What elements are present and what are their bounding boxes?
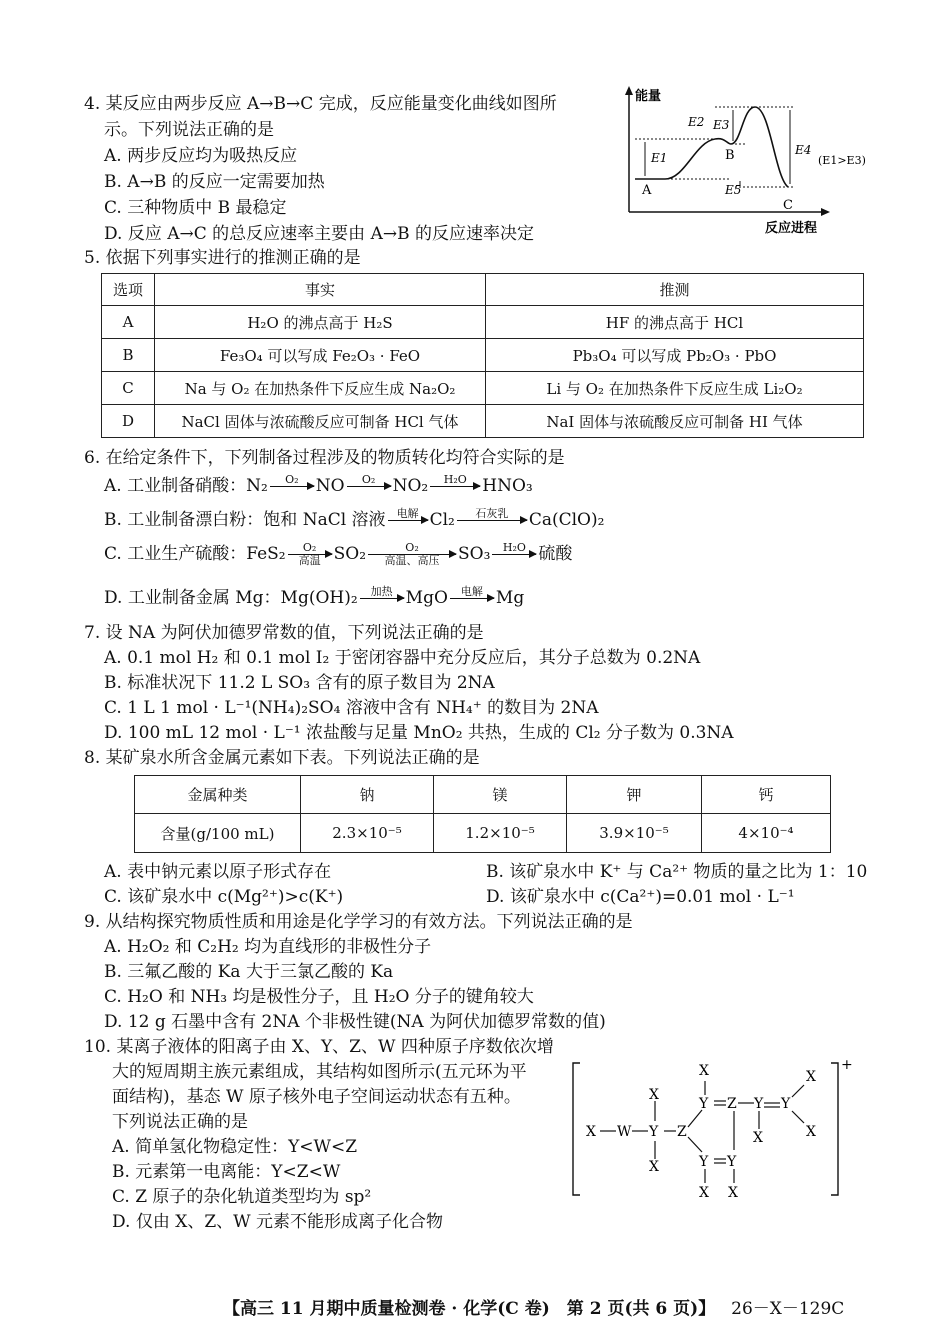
q5-cell: A (102, 306, 155, 339)
formula: Mg(OH)₂ (280, 588, 358, 608)
q5-cell: D (102, 405, 155, 438)
q4-option-c: C. 三种物质中 B 最稳定 (104, 198, 287, 218)
formula: Mg (495, 588, 525, 608)
atom-x: X (699, 1185, 709, 1201)
q10-option-c: C. Z 原子的杂化轨道类型均为 sp² (112, 1187, 372, 1207)
label-e5: E5 (725, 183, 742, 197)
atom-x: X (649, 1159, 659, 1175)
charge-sign: + (841, 1057, 853, 1073)
footer-code: 26－X－129C (731, 1299, 845, 1319)
q5-cell: Pb₃O₄ 可以写成 Pb₂O₃ · PbO (486, 339, 864, 372)
y-axis-label: 能量 (635, 89, 662, 104)
q5-cell: NaI 固体与浓硫酸反应可制备 HI 气体 (486, 405, 864, 438)
cation-structure (568, 1055, 858, 1205)
label-e4: E4 (795, 143, 812, 157)
q10-option-b: B. 元素第一电离能：Y<Z<W (112, 1162, 341, 1182)
q8-cell: 1.2×10⁻⁵ (434, 814, 567, 853)
arrow-condition: H₂O (443, 473, 467, 486)
atom-x: X (586, 1124, 596, 1140)
q7-stem: 7. 设 NA 为阿伏加德罗常数的值，下列说法正确的是 (84, 623, 484, 643)
label-e1: E1 (651, 151, 668, 165)
q5-cell: Na 与 O₂ 在加热条件下反应生成 Na₂O₂ (155, 372, 486, 405)
arrow-condition: 加热 (370, 585, 393, 598)
arrow-condition: O₂ (285, 473, 299, 486)
formula: NO₂ (392, 476, 429, 496)
atom-x: X (806, 1069, 816, 1085)
arrow-condition: 电解 (460, 585, 483, 598)
arrow-condition: 电解 (396, 507, 419, 520)
q9-stem: 9. 从结构探究物质性质和用途是化学学习的有效方法。下列说法正确的是 (84, 912, 633, 932)
q7-option-c: C. 1 L 1 mol · L⁻¹(NH₄)₂SO₄ 溶液中含有 NH₄⁺ 的数目为 2NA (104, 698, 599, 718)
q5-cell: Fe₃O₄ 可以写成 Fe₂O₃ · FeO (155, 339, 486, 372)
q6-option-c (104, 542, 572, 567)
arrow-condition: 高温、高压 (384, 554, 440, 567)
q5-stem: 5. 依据下列事实进行的推测正确的是 (84, 248, 361, 268)
q8-cell: 2.3×10⁻⁵ (301, 814, 434, 853)
q8-header: 钠 (301, 776, 434, 814)
reaction-arrow (347, 474, 391, 499)
atom-y: Y (699, 1096, 709, 1112)
q5-cell: H₂O 的沸点高于 H₂S (155, 306, 486, 339)
atom-x: X (699, 1063, 709, 1079)
reaction-arrow (288, 542, 332, 567)
q4-option-a: A. 两步反应均为吸热反应 (104, 146, 298, 166)
reaction-arrow (450, 586, 494, 611)
formula: MgO (405, 588, 448, 608)
arrow-condition: 高温 (298, 554, 321, 567)
q7-option-a: A. 0.1 mol H₂ 和 0.1 mol I₂ 于密闭容器中充分反应后，其分子总数为 0.2NA (104, 648, 701, 668)
label-b: B (725, 148, 735, 163)
reaction-arrow (368, 542, 456, 567)
q9-option-a: A. H₂O₂ 和 C₂H₂ 均为直线形的非极性分子 (104, 937, 432, 957)
formula: SO₂ (333, 544, 367, 564)
energy-diagram (615, 82, 875, 242)
text: A. 工业制备硝酸： (104, 476, 247, 496)
q8-cell: 3.9×10⁻⁵ (567, 814, 702, 853)
q8-option-c: C. 该矿泉水中 c(Mg²⁺)>c(K⁺) (104, 887, 344, 907)
q5-header: 选项 (102, 274, 155, 306)
reaction-arrow (457, 508, 527, 533)
q5-cell: Li 与 O₂ 在加热条件下反应生成 Li₂O₂ (486, 372, 864, 405)
text: B. 工业制备漂白粉：饱和 NaCl 溶液 (104, 510, 386, 530)
reaction-arrow (430, 474, 480, 499)
atom-x: X (728, 1185, 738, 1201)
q10-stem-line1: 10. 某离子液体的阳离子由 X、Y、Z、W 四种原子序数依次增 (84, 1037, 554, 1057)
label-cond: (E1>E3) (818, 154, 866, 167)
x-axis-label: 反应进程 (765, 221, 818, 236)
formula: HNO₃ (482, 476, 533, 496)
q8-table (134, 775, 831, 853)
q10-option-d: D. 仅由 X、Z、W 元素不能形成离子化合物 (112, 1212, 444, 1232)
arrow-condition: O₂ (405, 541, 419, 554)
atom-w: W (617, 1124, 632, 1140)
arrow-condition: H₂O (502, 541, 526, 554)
q4-option-d: D. 反应 A→C 的总反应速率主要由 A→B 的反应速率决定 (104, 224, 534, 244)
q5-header: 事实 (155, 274, 486, 306)
text: D. 工业制备金属 Mg： (104, 588, 281, 608)
q4-stem-line1: 4. 某反应由两步反应 A→B→C 完成，反应能量变化曲线如图所 (84, 94, 557, 114)
label-e2: E2 (688, 115, 705, 129)
q10-option-a: A. 简单氢化物稳定性：Y<W<Z (112, 1137, 358, 1157)
arrow-condition: 石灰乳 (475, 507, 509, 520)
atom-z: Z (677, 1124, 687, 1140)
atom-x: X (753, 1130, 763, 1146)
q5-header: 推测 (486, 274, 864, 306)
q5-cell: C (102, 372, 155, 405)
formula: N₂ (246, 476, 268, 496)
q8-option-d: D. 该矿泉水中 c(Ca²⁺)=0.01 mol · L⁻¹ (486, 887, 795, 907)
atom-y: Y (781, 1096, 791, 1112)
q8-header: 金属种类 (135, 776, 301, 814)
q6-stem: 6. 在给定条件下，下列制备过程涉及的物质转化均符合实际的是 (84, 448, 565, 468)
q8-option-b: B. 该矿泉水中 K⁺ 与 Ca²⁺ 物质的量之比为 1：10 (486, 862, 868, 882)
q5-cell: B (102, 339, 155, 372)
q8-header: 钙 (702, 776, 831, 814)
reaction-arrow (492, 542, 536, 567)
reaction-arrow (360, 586, 404, 611)
footer-title: 【高三 11 月期中质量检测卷 · 化学(C 卷) 第 2 页(共 6 页)】 (223, 1299, 716, 1319)
arrow-condition: O₂ (302, 541, 317, 554)
q7-option-d: D. 100 mL 12 mol · L⁻¹ 浓盐酸与足量 MnO₂ 共热，生成的 Cl₂ 分子数为 0.3NA (104, 723, 734, 743)
atom-y: Y (727, 1154, 737, 1170)
reaction-arrow (270, 474, 314, 499)
atom-z: Z (727, 1096, 737, 1112)
label-e3: E3 (713, 118, 730, 132)
q10-stem-line2: 大的短周期主族元素组成，其结构如图所示(五元环为平 (112, 1062, 527, 1082)
atom-x: X (806, 1124, 816, 1140)
text: C. 工业生产硫酸： (104, 544, 247, 564)
q8-header: 钾 (567, 776, 702, 814)
formula: NO (315, 476, 345, 496)
q5-cell: NaCl 固体与浓硫酸反应可制备 HCl 气体 (155, 405, 486, 438)
arrow-condition: O₂ (361, 473, 376, 486)
page-footer (223, 1294, 844, 1319)
q6-option-a (104, 474, 533, 499)
q7-option-b: B. 标准状况下 11.2 L SO₃ 含有的原子数目为 2NA (104, 673, 495, 693)
reaction-arrow (388, 508, 428, 533)
label-c: C (783, 198, 793, 213)
q8-stem: 8. 某矿泉水所含金属元素如下表。下列说法正确的是 (84, 748, 480, 768)
atom-x: X (649, 1087, 659, 1103)
formula: 硫酸 (538, 544, 573, 564)
q5-table (101, 273, 864, 438)
q10-stem-line4: 下列说法正确的是 (112, 1112, 248, 1132)
q8-header: 镁 (434, 776, 567, 814)
atom-y: Y (754, 1096, 764, 1112)
q10-stem-line3: 面结构)，基态 W 原子核外电子空间运动状态有五种。 (112, 1087, 521, 1107)
atom-y: Y (699, 1154, 709, 1170)
q6-option-d (104, 586, 524, 611)
q8-cell: 含量(g/100 mL) (135, 814, 301, 853)
atom-y: Y (649, 1124, 659, 1140)
formula: FeS₂ (246, 544, 286, 564)
q5-cell: HF 的沸点高于 HCl (486, 306, 864, 339)
formula: Ca(ClO)₂ (528, 510, 605, 530)
q9-option-d: D. 12 g 石墨中含有 2NA 个非极性键(NA 为阿伏加德罗常数的值) (104, 1012, 606, 1032)
q8-option-a: A. 表中钠元素以原子形式存在 (104, 862, 332, 882)
q6-option-b (104, 508, 604, 533)
formula: Cl₂ (429, 510, 455, 530)
q9-option-c: C. H₂O 和 NH₃ 均是极性分子，且 H₂O 分子的键角较大 (104, 987, 534, 1007)
q4-option-b: B. A→B 的反应一定需要加热 (104, 172, 325, 192)
q4-stem-line2: 示。下列说法正确的是 (104, 120, 274, 140)
q9-option-b: B. 三氟乙酸的 Ka 大于三氯乙酸的 Ka (104, 962, 394, 982)
label-a: A (642, 183, 652, 198)
formula: SO₃ (458, 544, 491, 564)
q8-cell: 4×10⁻⁴ (702, 814, 831, 853)
